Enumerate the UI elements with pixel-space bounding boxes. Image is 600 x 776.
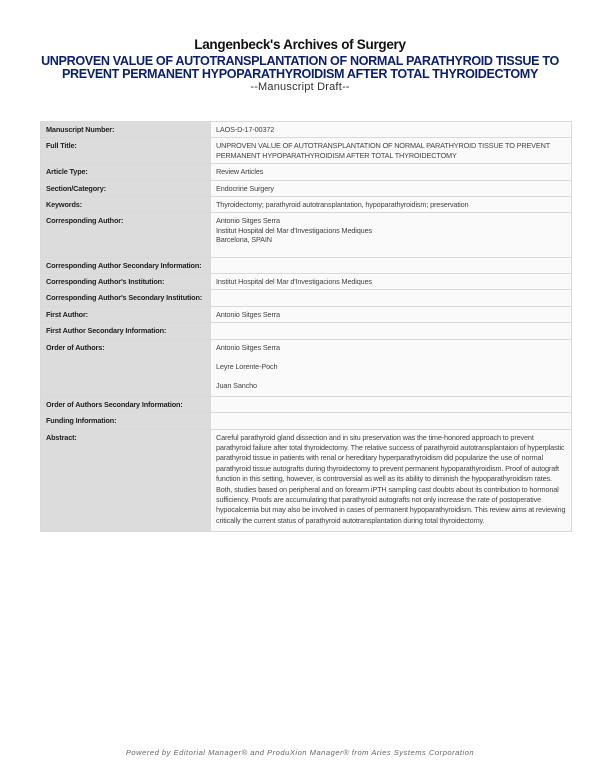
footer-credit: Powered by Editorial Manager® and ProduXion Manager® from Aries Systems Corporation (125, 748, 475, 757)
row-corresponding-author-secondary-institution (41, 290, 572, 306)
corresponding-author-secondary-label: Corresponding Author Secondary Information: (41, 257, 211, 273)
corresponding-author-institution-label: Corresponding Author's Institution: (41, 274, 211, 290)
row-corresponding-author-secondary (41, 257, 572, 273)
keywords-value: Thyroidectomy; parathyroid autotransplantation, hypoparathyroidism; preservation (211, 197, 572, 213)
manuscript-number-value: LAOS-D-17-00372 (211, 122, 572, 138)
article-title: UNPROVEN VALUE OF AUTOTRANSPLANTATION OF NORMAL PARATHYROID TISSUE TO PREVENT PERMANENT HYPOPARATHYROIDISM AFTER TOTAL THYROIDECTOMY (41, 54, 559, 81)
order-of-authors-label: Order of Authors: (41, 339, 211, 396)
section-category-label: Section/Category: (41, 180, 211, 196)
abstract-value: Careful parathyroid gland dissection and in situ preservation was the time-honored approach to prevent parathyroid failure after total thyroidectomy. The relative success of parathyroid autotransplantaion of hyperplastic parathyroid tissue in patients with renal or hereditary hyperparathyroidism did popularize the use of normal parathyroid tissue autografts during thyroidectomy to prevent permanent hypoparathyroidism. Proof of autograft function in this setting, however, is controversial as well as its ability to diminish the hypoparathyroidism rates. Both, studies based on peripheral and on forearm iPTH sampling cast doubts about its contribution to hormonal sufficiency. Proofs are accumulating that parathyroid autografts not only increase the rate of postoperative hypocalcemia but may also be involved in cases of permanent hypoparathyroidism. This review aims at reviewing critically the current status of parathyroid autotransplantation during total thyroidectomy. (211, 429, 572, 532)
first-author-label: First Author: (41, 306, 211, 322)
row-corresponding-author (41, 213, 572, 257)
corresponding-author-secondary-institution-value (211, 290, 572, 306)
corresponding-author-institution-value: Institut Hospital del Mar d'Investigacions Mediques (211, 274, 572, 290)
row-funding (41, 413, 572, 429)
row-article-type (41, 164, 572, 180)
funding-label: Funding Information: (41, 413, 211, 429)
author-item: Leyre Lorente-Poch (216, 361, 278, 371)
row-manuscript-number (41, 122, 572, 138)
corresponding-author-label: Corresponding Author: (41, 213, 211, 257)
first-author-secondary-value (211, 323, 572, 339)
author-item: Antonio Sitges Serra (216, 342, 280, 352)
author-item: Juan Sancho (216, 380, 257, 390)
corresponding-author-institution-line: Institut Hospital del Mar d'Investigacions Mediques (216, 225, 372, 235)
corresponding-author-location: Barcelona, SPAIN (216, 235, 272, 245)
corresponding-author-secondary-institution-label: Corresponding Author's Secondary Institution: (41, 290, 211, 306)
article-type-label: Article Type: (41, 164, 211, 180)
document-header (20, 37, 580, 93)
manuscript-number-label: Manuscript Number: (41, 122, 211, 138)
section-category-value: Endocrine Surgery (211, 180, 572, 196)
article-type-value: Review Articles (211, 164, 572, 180)
keywords-label: Keywords: (41, 197, 211, 213)
row-first-author (41, 306, 572, 322)
full-title-label: Full Title: (41, 138, 211, 164)
corresponding-author-name: Antonio Sitges Serra (216, 216, 280, 226)
row-keywords (41, 197, 572, 213)
journal-title: Langenbeck's Archives of Surgery (194, 37, 406, 52)
row-order-of-authors (41, 339, 572, 396)
order-of-authors-secondary-label: Order of Authors Secondary Information: (41, 396, 211, 412)
row-abstract (41, 429, 572, 532)
full-title-value: UNPROVEN VALUE OF AUTOTRANSPLANTATION OF NORMAL PARATHYROID TISSUE TO PREVENT PERMANENT HYPOPARATHYROIDISM AFTER TOTAL THYROIDECTOMY (211, 138, 572, 164)
abstract-label: Abstract: (41, 429, 211, 532)
first-author-value: Antonio Sitges Serra (211, 306, 572, 322)
row-section-category (41, 180, 572, 196)
manuscript-metadata-table (40, 121, 572, 532)
order-of-authors-secondary-value (211, 396, 572, 412)
order-of-authors-value (211, 339, 572, 396)
funding-value (211, 413, 572, 429)
corresponding-author-secondary-value (211, 257, 572, 273)
row-order-of-authors-secondary (41, 396, 572, 412)
row-corresponding-author-institution (41, 274, 572, 290)
row-first-author-secondary (41, 323, 572, 339)
row-full-title (41, 138, 572, 164)
corresponding-author-value (211, 213, 572, 257)
draft-label: --Manuscript Draft-- (250, 81, 350, 93)
first-author-secondary-label: First Author Secondary Information: (41, 323, 211, 339)
